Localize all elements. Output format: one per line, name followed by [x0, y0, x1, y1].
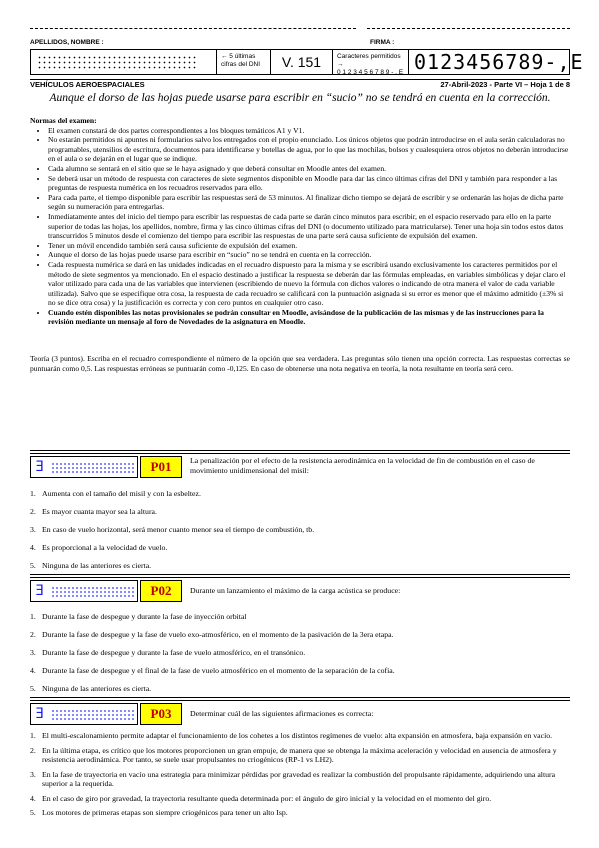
question-p01 — [30, 456, 570, 480]
firma-label: FIRMA : — [370, 39, 395, 46]
id-box — [30, 49, 584, 76]
answer-box-p03[interactable] — [30, 703, 138, 725]
exam-rules — [30, 116, 570, 327]
date-part-label: 27-Abril-2023 - Parte VI – Hoja 1 de 8 — [440, 80, 570, 89]
rule-item: • No estarán permitidos ni apuntes ni formularios salvo los entregados con el propio enunciado. Los únicos objetos que podrán introducirse en el aula serán calculadoras no programables, utensilios de escritura, documentos para identificarse y botellas de agua, por lo que las mochilas, bolsos y cualesquiera otros objetos no deberán introducirse en el aula o se dejarán en el lugar que se indique. — [48, 135, 570, 164]
option: En caso de vuelo horizontal, será menor cuanto menor sea el tiempo de combustión, tb. — [42, 525, 315, 534]
allowed-chars-value: 0 1 2 3 4 5 6 7 8 9 - , E — [337, 69, 404, 76]
rule-item: • Cuando estén disponibles las notas provisionales se podrán consultar en Moodle, avisándose de la publicación de las mismas y de las instrucciones para la revisión mediante un mensaje al foro de Novedades de la asignatura en Moodle. — [48, 308, 570, 327]
name-signature-line[interactable] — [30, 28, 356, 29]
answer-glyph: Ǝ — [35, 583, 44, 599]
rule-item: • El examen constará de dos partes correspondientes a los bloques temáticos A1 y V1. — [48, 126, 570, 136]
rule-item: • Tener un móvil encendido también será causa suficiente de expulsión del examen. — [48, 241, 570, 251]
question-tag: P01 — [140, 456, 182, 478]
question-divider — [30, 697, 570, 701]
answer-dot-grid[interactable] — [51, 462, 135, 474]
question-divider — [30, 574, 570, 578]
question-p03 — [30, 703, 570, 727]
option: Ninguna de las anteriores es cierta. — [42, 684, 152, 693]
answer-dot-grid[interactable] — [51, 709, 135, 721]
warning-text: Aunque el dorso de las hojas puede usarse para escribir en “sucio” no se tendrá en cuenta en la corrección. — [49, 92, 551, 104]
version-label: V. 151 — [271, 50, 333, 74]
option: Ninguna de las anteriores es cierta. — [42, 561, 152, 570]
answer-glyph: Ǝ — [35, 459, 44, 475]
options-p01: 1. Aumenta con el tamaño del misil y con la esbeltez. 2. Es mayor cuanta mayor sea la altura. 3. En caso de vuelo horizontal, será menor cuanto menor sea el tiempo de combustión, tb. 4. Es proporcional a la velocidad de vuelo. 5. Ninguna de las anteriores es cierta. — [30, 489, 315, 570]
question-divider — [30, 450, 570, 454]
option: En la fase de trayectoria en vacío una estrategia para minimizar pérdidas por gravedad es realizar la combustión del propulsante rápidamente, adquiriendo una altura superior a la requerida. — [42, 769, 556, 788]
option: Durante la fase de despegue y durante la fase de vuelo atmosférico, en el transónico. — [42, 648, 306, 657]
seven-segment-reference: 0123456789-,E — [414, 50, 584, 74]
question-p02 — [30, 580, 570, 604]
question-text: La penalización por el efecto de la resistencia aerodinámica en la velocidad de fin de combustión en el caso de movimiento unidimensional del misil: — [190, 456, 535, 475]
rule-item: • Inmediatamente antes del inicio del tiempo para escribir las respuestas de cada parte se darán cinco minutos para escribir, en el espacio reservado para ello en la parte superior de todas las hojas, los apellidos, nombre, firma y las cinco últimas cifras del DNI (o documento utilizado para matricularse). Tener una hoja sin todos estos datos transcurridos 5 minutos desde el comienzo del tiempo para escribir las respuestas de una parte será causa suficiente de expulsión del examen. — [48, 212, 570, 241]
answer-box-p01[interactable] — [30, 456, 138, 478]
dni-entry-cell[interactable] — [31, 50, 217, 74]
rule-item: • Para cada parte, el tiempo disponible para escribir las respuestas será de 53 minutos. Al finalizar dicho tiempo se dejará de escribir y se ordenarán las hojas de dicha parte según su numeración para entregarlas. — [48, 193, 570, 212]
rule-item: • Cada alumno se sentará en el sitio que se le haya asignado y que deberá consultar en Moodle antes del examen. — [48, 164, 570, 174]
option: Durante la fase de despegue y el final de la fase de vuelo atmosférico en el momento de la separación de la cofia. — [42, 666, 395, 675]
question-tag: P03 — [140, 703, 182, 725]
dni-dot-grid[interactable] — [37, 55, 197, 69]
option: Es mayor cuanta mayor sea la altura. — [42, 507, 157, 516]
option: Aumenta con el tamaño del misil y con la esbeltez. — [42, 489, 201, 498]
option: En la última etapa, es crítico que los motores proporcionen un gran empuje, de manera que se obtenga la máxima aceleración y velocidad en ausencia de atmosfera y resistencia aerodinámica. Por tanto, se suele usar propulsantes no criogénicos (RP-1 vs LH2). — [42, 745, 557, 764]
answer-box-p02[interactable] — [30, 580, 138, 602]
options-p02: 1. Durante la fase de despegue y durante la fase de inyección orbital 2. Durante la fase de despegue y la fase de vuelo exo-atmosférico, en el momento de la pasivación de la 3era etapa. 3. Durante la fase de despegue y durante la fase de vuelo atmosférico, en el transónico. 4. Durante la fase de despegue y el final de la fase de vuelo atmosférico en el momento de la separación de la cofia. 5. Ninguna de las anteriores es cierta. — [30, 612, 395, 693]
allowed-chars-cell — [333, 50, 409, 74]
option: Durante la fase de despegue y la fase de vuelo exo-atmosférico, en el momento de la pasivación de la 3era etapa. — [42, 630, 394, 639]
answer-dot-grid[interactable] — [51, 586, 135, 598]
option: Durante la fase de despegue y durante la fase de inyección orbital — [42, 612, 247, 621]
rule-item: • Aunque el dorso de las hojas puede usarse para escribir en “sucio” no se tendrá en cuenta en la corrección. — [48, 250, 570, 260]
dni-hint: ← 5 últimas cifras del DNI — [217, 50, 271, 74]
question-tag: P02 — [140, 580, 182, 602]
firma-signature-line[interactable] — [367, 28, 570, 29]
apellidos-label: APELLIDOS, NOMBRE : — [30, 39, 104, 46]
option: En el caso de giro por gravedad, la trayectoria resultante queda determinada por: el ángulo de giro inicial y la velocidad en el momento del giro. — [42, 793, 492, 803]
course-title: VEHÍCULOS AEROESPACIALES — [30, 80, 145, 89]
option: Los motores de primeras etapas son siempre criogénicos para tener un alto Isp. — [42, 808, 288, 817]
allowed-chars-label: Caracteres permitidos → — [337, 53, 401, 68]
answer-glyph: Ǝ — [35, 706, 44, 722]
rules-title: Normas del examen: — [30, 116, 97, 125]
option: Es proporcional a la velocidad de vuelo. — [42, 543, 168, 552]
option: El multi-escalonamiento permite adaptar el funcionamiento de los cohetes a los distintos regímenes de vuelo: alta expansión en atmosfera, baja expansión en vacío. — [42, 731, 553, 740]
question-text: Determinar cuál de las siguientes afirmaciones es correcta: — [190, 709, 374, 718]
question-text: Durante un lanzamiento el máximo de la carga acústica se produce: — [190, 586, 401, 595]
options-p03: 1. El multi-escalonamiento permite adaptar el funcionamiento de los cohetes a los distintos regímenes de vuelo: alta expansión en atmosfera, baja expansión en vacío. 2. En la última etapa, es crítico que los motores proporcionen un gran empuje, de manera que se obtenga la máxima aceleración y velocidad en ausencia de atmosfera y resistencia aerodinámica. Por tanto, se suele usar propulsantes no criogénicos (RP-1 vs LH2). 3. En la fase de trayectoria en vacío una estrategia para minimizar pérdidas por gravedad es realizar la combustión del propulsante rápidamente, adquiriendo una altura superior a la requerida. 4. En el caso de giro por gravedad, la trayectoria resultante queda determinada por: el ángulo de giro inicial y la velocidad en el momento del giro. 5. Los motores de primeras etapas son siempre criogénicos para tener un alto Isp. — [30, 731, 570, 823]
rule-item: • Cada respuesta numérica se dará en las unidades indicadas en el recuadro dispuesto para la misma y se escribirá usando exclusivamente los caracteres permitidos por el método de siete segmentos ya mencionado. En el espacio destinado a justificar la respuesta se deberán dar las fórmulas empleadas, en variables simbólicas y dejar claro el valor utilizado para cada una de las variables que intervienen (escribiendo de nuevo la fórmula con dichos valores o indicando de otra manera el valor de cada variable utilizada). Salvo que se especifique otra cosa, la respuesta de cada recuadro se calificará con la puntuación asignada si su error es menor que el máximo admitido (±3% si no se dice otra cosa) y la justificación es correcta y con cero puntos en cualquier otro caso. — [48, 260, 570, 308]
teoria-instructions: Teoría (3 puntos). Escriba en el recuadro correspondiente el número de la opción que sea verdadera. Las preguntas sólo tienen una opción correcta. Las respuestas correctas se puntuarán como 0,5. Las respuestas erróneas se puntuarán como -0,125. En caso de obtenerse una nota negativa en teoría, la nota resultante en teoría será cero. — [30, 354, 570, 373]
rule-item: • Se deberá usar un método de respuesta con caracteres de siete segmentos disponible en Moodle para dar las cinco últimas cifras del DNI y también para responder a las preguntas de respuesta numérica en los recuadros reservados para ello. — [48, 174, 570, 193]
